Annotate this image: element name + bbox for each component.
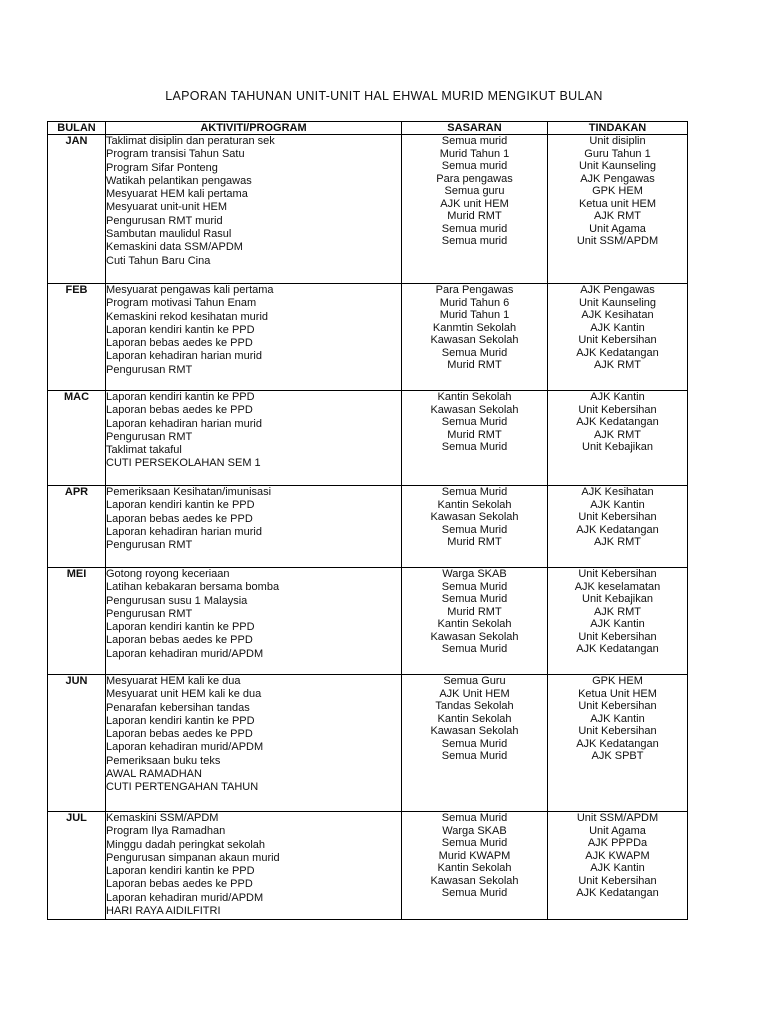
aktiviti-item: Mesyuarat unit-unit HEM — [106, 201, 228, 214]
sasaran-item: Para pengawas — [436, 172, 513, 185]
tindakan-item: AJK Kedatangan — [576, 346, 659, 359]
tindakan-item: Unit Kebersihan — [578, 568, 657, 580]
aktiviti-item: CUTI PERSEKOLAHAN SEM 1 — [106, 457, 261, 470]
tindakan-item: Unit disiplin — [589, 135, 646, 147]
tindakan-item: AJK Kedatangan — [576, 523, 659, 536]
header-aktiviti: AKTIVITI/PROGRAM — [106, 122, 402, 135]
aktiviti-item: Latihan kebakaran bersama bomba — [106, 581, 280, 594]
sasaran-item: Kawasan Sekolah — [430, 725, 519, 737]
aktiviti-item: Laporan kehadiran murid/APDM — [106, 647, 264, 660]
sasaran-item: Warga SKAB — [442, 824, 507, 837]
sasaran-item: Kantin Sekolah — [437, 862, 512, 874]
tindakan-item: GPK HEM — [592, 185, 643, 197]
tindakan-cell — [548, 391, 688, 486]
aktiviti-item: Program Ilya Ramadhan — [106, 825, 226, 838]
sasaran-item: Warga SKAB — [442, 568, 507, 580]
aktiviti-item: AWAL RAMADHAN — [106, 768, 202, 781]
tindakan-item: AJK Pengawas — [580, 284, 655, 296]
aktiviti-item: Cuti Tahun Baru Cina — [106, 254, 211, 267]
tindakan-item: Unit Kebersihan — [578, 700, 657, 712]
aktiviti-item: Pengurusan susu 1 Malaysia — [106, 594, 248, 607]
aktiviti-item: Laporan kendiri kantin ke PPD — [106, 499, 255, 512]
aktiviti-item: Pengurusan RMT — [106, 607, 193, 620]
tindakan-item: Unit Kaunseling — [578, 160, 657, 172]
sasaran-item: Semua Guru — [443, 675, 506, 687]
aktiviti-item: Laporan kendiri kantin ke PPD — [106, 621, 255, 634]
sasaran-item: Semua Murid — [441, 643, 508, 655]
aktiviti-item: Laporan bebas aedes ke PPD — [106, 337, 253, 350]
aktiviti-item: Pengurusan RMT — [106, 430, 193, 443]
tindakan-item: Unit Kaunseling — [578, 296, 657, 309]
aktiviti-item: Laporan bebas aedes ke PPD — [106, 728, 253, 741]
tindakan-item: Ketua Unit HEM — [578, 687, 657, 700]
tindakan-item: Unit Kebajikan — [582, 593, 653, 605]
tindakan-item: Unit Kebersihan — [578, 725, 657, 737]
sasaran-item: Kawasan Sekolah — [430, 403, 519, 416]
tindakan-item: AJK Kantin — [590, 498, 645, 511]
sasaran-cell — [402, 391, 548, 486]
tindakan-item: AJK PPPDa — [587, 837, 648, 849]
aktiviti-item: Laporan bebas aedes ke PPD — [106, 404, 253, 417]
sasaran-item: Murid Tahun 6 — [439, 296, 510, 309]
aktiviti-item: Sambutan maulidul Rasul — [106, 228, 232, 241]
sasaran-item: Semua guru — [444, 185, 505, 197]
aktiviti-item: CUTI PERTENGAHAN TAHUN — [106, 781, 259, 794]
month-cell: MEI — [48, 568, 106, 675]
month-row-mac — [48, 391, 688, 486]
tindakan-item: AJK KWAPM — [585, 849, 650, 862]
aktiviti-item: Program Sifar Ponteng — [106, 161, 218, 174]
aktiviti-item: Minggu dadah peringkat sekolah — [106, 838, 266, 851]
sasaran-item: Kantin Sekolah — [437, 618, 512, 630]
tindakan-cell — [548, 486, 688, 568]
month-cell: FEB — [48, 284, 106, 391]
tindakan-item: Unit Kebersihan — [578, 511, 657, 523]
header-row — [48, 122, 688, 135]
sasaran-item: AJK Unit HEM — [439, 687, 510, 700]
aktiviti-item: Gotong royong keceriaan — [106, 568, 230, 580]
sasaran-item: Semua Murid — [441, 750, 508, 762]
month-cell: MAC — [48, 391, 106, 486]
aktiviti-item: Mesyuarat pengawas kali pertama — [106, 284, 274, 296]
aktiviti-cell — [106, 486, 402, 568]
aktiviti-item: Laporan kendiri kantin ke PPD — [106, 714, 255, 727]
sasaran-item: Kawasan Sekolah — [430, 630, 519, 643]
aktiviti-cell — [106, 284, 402, 391]
tindakan-item: AJK Kantin — [590, 321, 645, 334]
aktiviti-item: Laporan kehadiran murid/APDM — [106, 891, 264, 904]
month-row-jul — [48, 812, 688, 920]
aktiviti-item: Program motivasi Tahun Enam — [106, 297, 257, 310]
aktiviti-item: Taklimat disiplin dan peraturan sek — [106, 135, 275, 147]
sasaran-item: Kawasan Sekolah — [430, 874, 519, 887]
tindakan-item: AJK keselamatan — [574, 580, 661, 593]
sasaran-item: Murid Tahun 1 — [439, 147, 510, 160]
sasaran-item: Semua Murid — [441, 593, 508, 605]
sasaran-item: Semua Murid — [441, 837, 508, 849]
month-row-apr — [48, 486, 688, 568]
report-table — [47, 121, 688, 920]
aktiviti-item: Pengurusan RMT — [106, 363, 193, 376]
sasaran-cell — [402, 284, 548, 391]
sasaran-item: Semua Murid — [441, 346, 508, 359]
tindakan-item: AJK Kesihatan — [581, 309, 654, 321]
sasaran-cell — [402, 486, 548, 568]
sasaran-item: Kawasan Sekolah — [430, 334, 519, 346]
header-bulan: BULAN — [48, 122, 106, 135]
tindakan-item: AJK Kesihatan — [581, 486, 654, 498]
sasaran-item: Murid RMT — [447, 359, 502, 371]
tindakan-item: AJK Kedatangan — [576, 643, 659, 655]
tindakan-item: GPK HEM — [592, 675, 643, 687]
sasaran-cell — [402, 135, 548, 284]
aktiviti-item: Laporan bebas aedes ke PPD — [106, 878, 253, 891]
aktiviti-item: Taklimat takaful — [106, 444, 182, 457]
header-sasaran: SASARAN — [402, 122, 548, 135]
aktiviti-cell — [106, 568, 402, 675]
report-title: LAPORAN TAHUNAN UNIT-UNIT HAL EHWAL MURID MENGIKUT BULAN — [165, 89, 603, 103]
tindakan-cell — [548, 812, 688, 920]
tindakan-item: Unit Agama — [589, 222, 646, 235]
tindakan-item: AJK Kedatangan — [576, 416, 659, 428]
aktiviti-item: Laporan kehadiran harian murid — [106, 350, 262, 363]
month-cell: APR — [48, 486, 106, 568]
aktiviti-item: Pengurusan RMT murid — [106, 214, 223, 227]
tindakan-item: Unit Kebersihan — [578, 630, 657, 643]
aktiviti-item: Pemeriksaan Kesihatan/imunisasi — [106, 486, 272, 498]
sasaran-item: Semua Murid — [441, 416, 508, 428]
month-row-jun — [48, 675, 688, 812]
sasaran-item: Tandas Sekolah — [435, 700, 514, 712]
tindakan-item: Unit Kebajikan — [582, 441, 653, 453]
aktiviti-item: Mesyuarat unit HEM kali ke dua — [106, 688, 262, 701]
sasaran-cell — [402, 568, 548, 675]
sasaran-item: Semua murid — [441, 235, 508, 247]
aktiviti-item: Program transisi Tahun Satu — [106, 148, 245, 161]
aktiviti-item: Laporan bebas aedes ke PPD — [106, 512, 253, 525]
month-cell: JUN — [48, 675, 106, 812]
tindakan-item: AJK Kedatangan — [576, 887, 659, 899]
tindakan-item: AJK Kantin — [590, 618, 645, 630]
header-tindakan: TINDAKAN — [548, 122, 688, 135]
tindakan-item: AJK Pengawas — [580, 172, 655, 185]
sasaran-item: Semua Murid — [441, 486, 508, 498]
aktiviti-cell — [106, 675, 402, 812]
aktiviti-item: Kemaskini data SSM/APDM — [106, 241, 243, 254]
tindakan-item: AJK RMT — [593, 536, 642, 548]
month-cell: JAN — [48, 135, 106, 284]
sasaran-item: Semua Murid — [441, 441, 508, 453]
tindakan-item: Unit Kebersihan — [578, 403, 657, 416]
aktiviti-item: Pengurusan RMT — [106, 539, 193, 552]
sasaran-item: Murid RMT — [447, 428, 502, 441]
aktiviti-item: HARI RAYA AIDILFITRI — [106, 905, 221, 918]
tindakan-item: AJK Kantin — [590, 391, 645, 403]
sasaran-item: Semua murid — [441, 222, 508, 235]
tindakan-item: Unit SSM/APDM — [576, 235, 659, 247]
sasaran-item: Murid KWAPM — [438, 849, 511, 862]
sasaran-item: Murid RMT — [447, 605, 502, 618]
aktiviti-item: Laporan kehadiran harian murid — [106, 417, 262, 430]
aktiviti-item: Pengurusan simpanan akaun murid — [106, 851, 280, 864]
tindakan-cell — [548, 284, 688, 391]
tindakan-item: AJK RMT — [593, 210, 642, 222]
sasaran-cell — [402, 675, 548, 812]
aktiviti-item: Kemaskini rekod kesihatan murid — [106, 310, 269, 323]
aktiviti-item: Laporan bebas aedes ke PPD — [106, 634, 253, 647]
sasaran-item: Kantin Sekolah — [437, 391, 512, 403]
sasaran-item: Semua Murid — [441, 580, 508, 593]
aktiviti-cell — [106, 391, 402, 486]
tindakan-item: AJK SPBT — [591, 750, 644, 762]
month-row-feb — [48, 284, 688, 391]
tindakan-item: Unit Kebersihan — [578, 874, 657, 887]
aktiviti-item: Penarafan kebersihan tandas — [106, 701, 250, 714]
aktiviti-item: Mesyuarat HEM kali pertama — [106, 188, 248, 201]
tindakan-item: AJK RMT — [593, 605, 642, 618]
sasaran-item: Murid Tahun 1 — [439, 309, 510, 321]
tindakan-item: AJK RMT — [593, 359, 642, 371]
tindakan-item: Unit SSM/APDM — [576, 812, 659, 824]
sasaran-item: Semua murid — [441, 135, 508, 147]
tindakan-item: AJK Kedatangan — [576, 737, 659, 750]
sasaran-item: AJK unit HEM — [440, 197, 509, 210]
sasaran-item: Murid RMT — [447, 210, 502, 222]
tindakan-item: Unit Agama — [589, 824, 646, 837]
aktiviti-item: Kemaskini SSM/APDM — [106, 812, 219, 824]
tindakan-item: AJK Kantin — [590, 862, 645, 874]
sasaran-item: Kantin Sekolah — [437, 712, 512, 725]
tindakan-item: Guru Tahun 1 — [584, 147, 651, 160]
tindakan-item: AJK RMT — [593, 428, 642, 441]
aktiviti-item: Laporan kendiri kantin ke PPD — [106, 323, 255, 336]
aktiviti-item: Mesyuarat HEM kali ke dua — [106, 675, 241, 687]
sasaran-item: Kanmtin Sekolah — [432, 321, 517, 334]
sasaran-item: Kantin Sekolah — [437, 498, 512, 511]
month-row-jan — [48, 135, 688, 284]
sasaran-item: Semua Murid — [441, 887, 508, 899]
tindakan-item: Unit Kebersihan — [578, 334, 657, 346]
tindakan-item: Ketua unit HEM — [578, 197, 657, 210]
aktiviti-item: Laporan kehadiran harian murid — [106, 525, 262, 538]
aktiviti-item: Pemeriksaan buku teks — [106, 754, 221, 767]
sasaran-cell — [402, 812, 548, 920]
month-cell: JUL — [48, 812, 106, 920]
sasaran-item: Semua Murid — [441, 523, 508, 536]
tindakan-cell — [548, 568, 688, 675]
sasaran-item: Kawasan Sekolah — [430, 511, 519, 523]
aktiviti-item: Watikah pelantikan pengawas — [106, 174, 252, 187]
sasaran-item: Semua murid — [441, 160, 508, 172]
tindakan-cell — [548, 135, 688, 284]
report-body — [48, 135, 688, 920]
tindakan-item: AJK Kantin — [590, 712, 645, 725]
aktiviti-cell — [106, 135, 402, 284]
sasaran-item: Semua Murid — [441, 812, 508, 824]
sasaran-item: Semua Murid — [441, 737, 508, 750]
tindakan-cell — [548, 675, 688, 812]
aktiviti-item: Laporan kehadiran murid/APDM — [106, 741, 264, 754]
aktiviti-item: Laporan kendiri kantin ke PPD — [106, 391, 255, 403]
month-row-mei — [48, 568, 688, 675]
sasaran-item: Para Pengawas — [435, 284, 514, 296]
sasaran-item: Murid RMT — [447, 536, 502, 548]
aktiviti-cell — [106, 812, 402, 920]
aktiviti-item: Laporan kendiri kantin ke PPD — [106, 865, 255, 878]
